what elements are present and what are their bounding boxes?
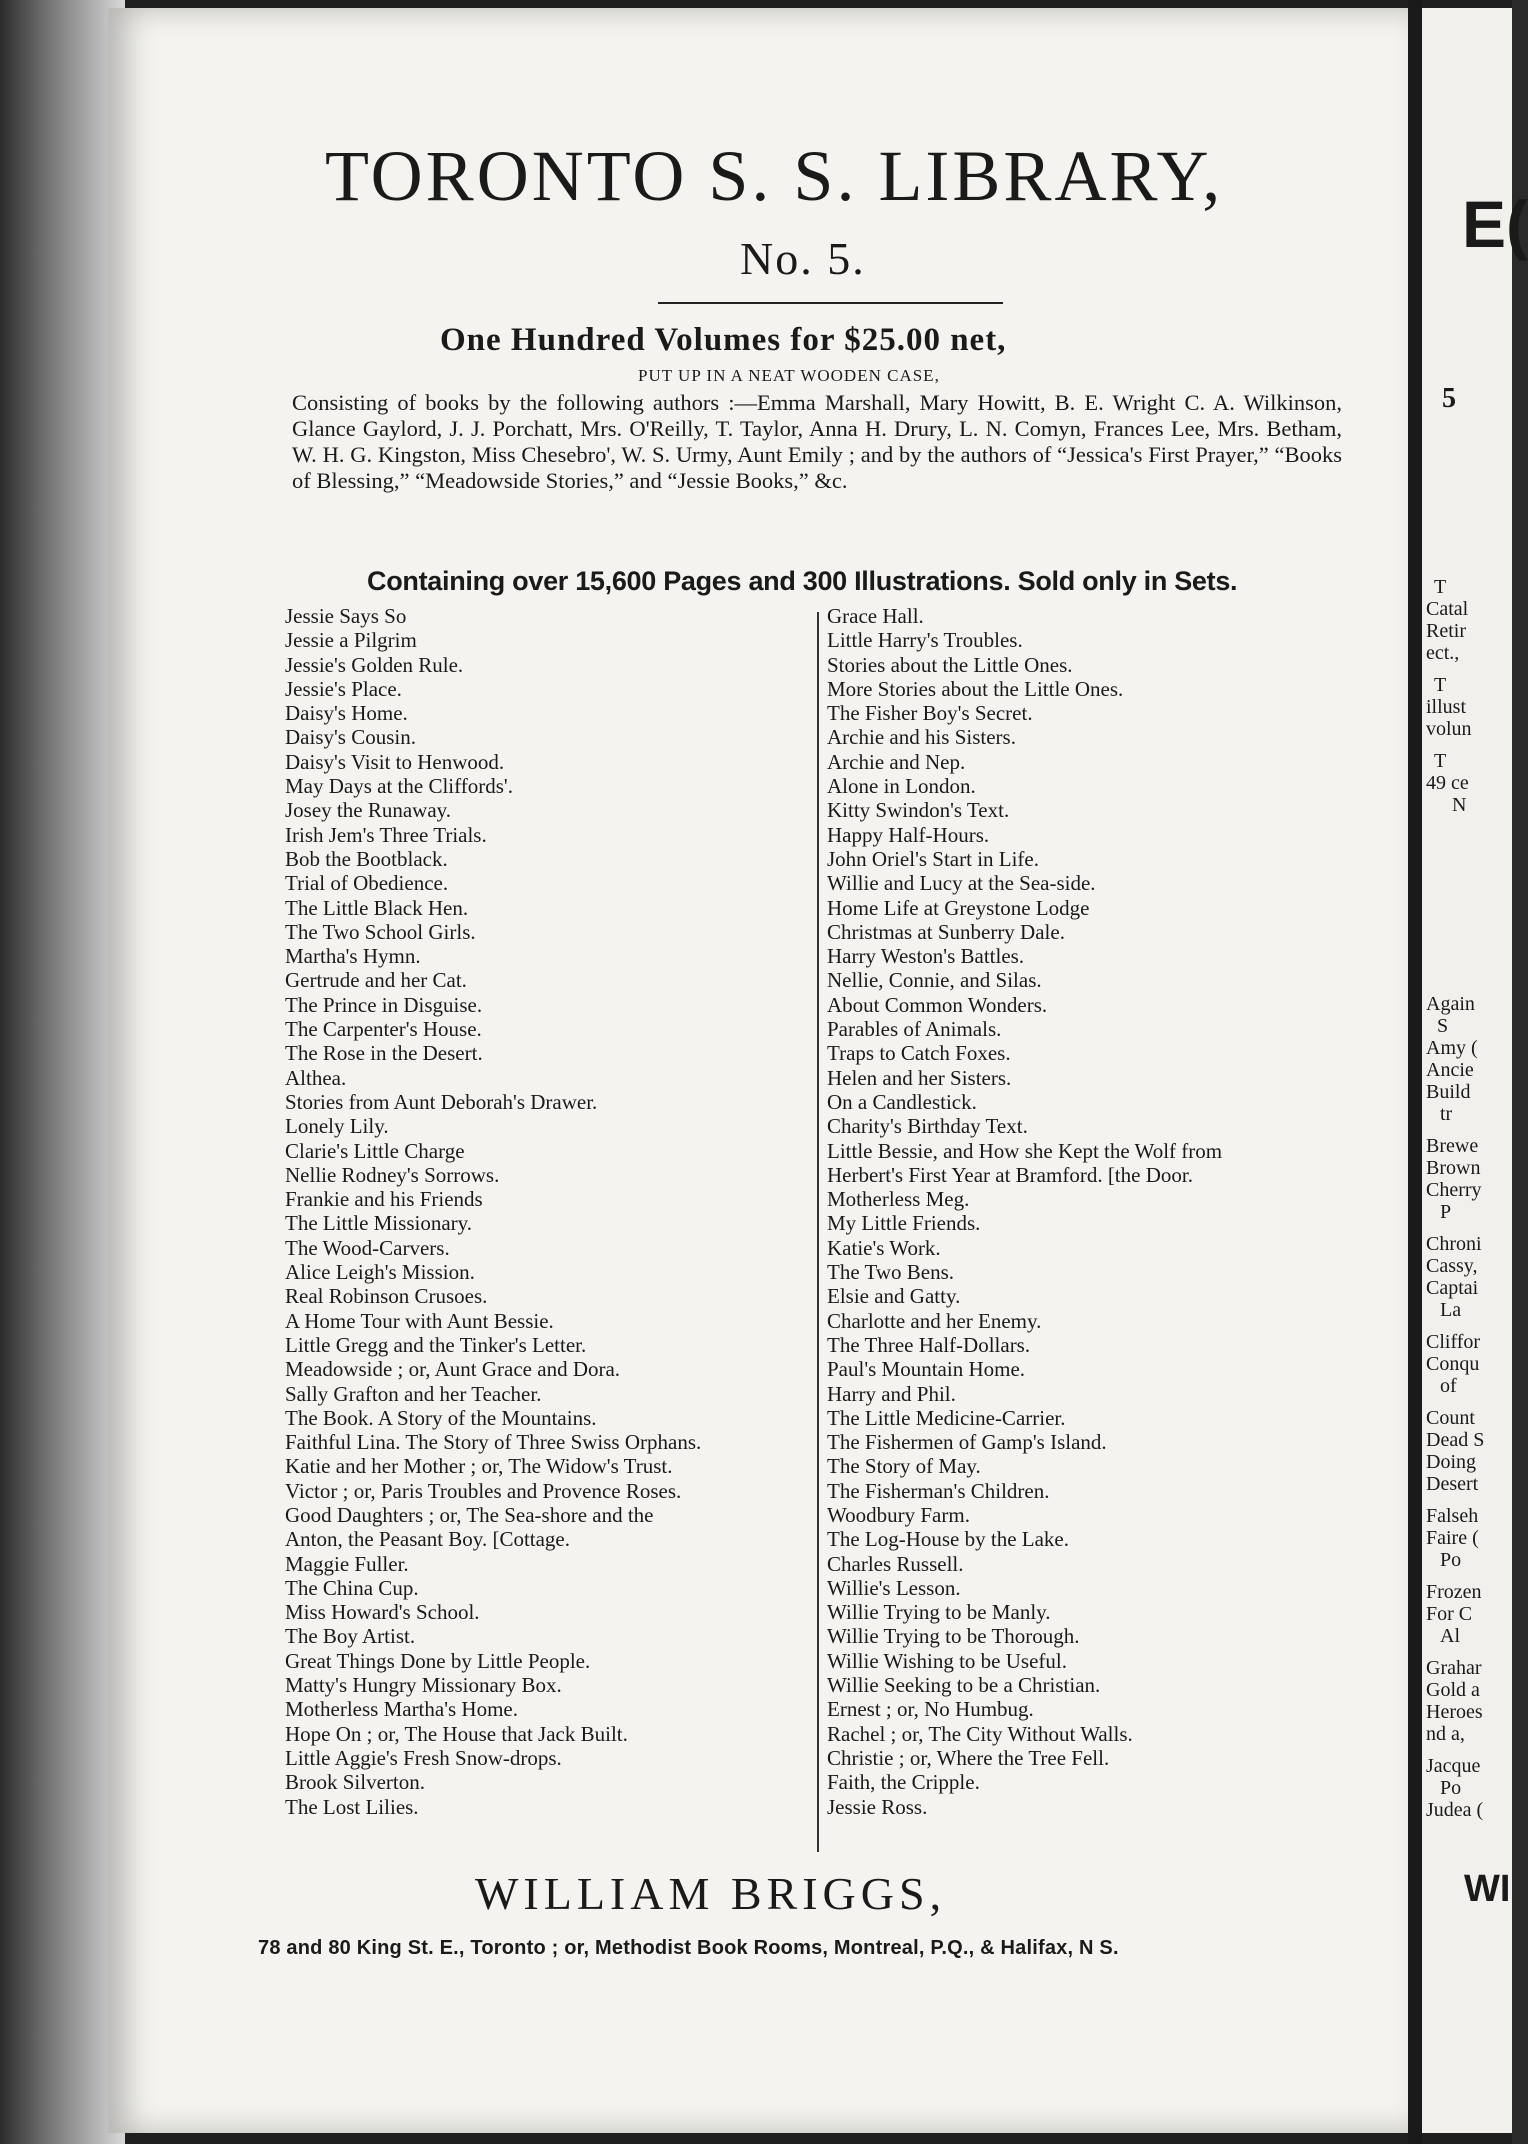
authors-description: Consisting of books by the following authors :—Emma Marshall, Mary Howitt, B. E. Wright C. A. Wilkinson, Glance Gaylord, J. J. Porchatt, Mrs. O'Reilly, T. Taylor, Anna H. Drury, L. N. Comyn, Frances Lee, Mrs. Betham, W. H. G. Kingston, Miss Chesebro', W. S. Urmy, Aunt Emily ; and by the authors of “Jessica's First Prayer,” “Books of Blessing,” “Meadowside Stories,” and “Jessie Books,” &c.: [292, 390, 1342, 493]
right-page-line: T: [1434, 674, 1447, 696]
book-title: Little Harry's Troubles.: [827, 628, 1023, 653]
right-page-line: Conqu: [1426, 1353, 1480, 1375]
book-title: Harry Weston's Battles.: [827, 944, 1025, 969]
book-list-left: [285, 604, 701, 1819]
right-page-line: Jacque: [1426, 1755, 1481, 1777]
right-page-line: tr: [1440, 1103, 1453, 1125]
right-page-line: ect.,: [1426, 642, 1460, 664]
book-title: The Wood-Carvers.: [285, 1235, 450, 1260]
book-title: Willie and Lucy at the Sea-side.: [827, 871, 1096, 896]
book-title: Home Life at Greystone Lodge: [827, 895, 1090, 920]
book-title: The Little Black Hen.: [285, 895, 469, 920]
right-page-line: S: [1437, 1015, 1449, 1037]
right-page-fragment: [1422, 8, 1528, 2133]
book-title: Archie and his Sisters.: [827, 725, 1016, 750]
book-title: Victor ; or, Paris Troubles and Provence Roses.: [285, 1478, 682, 1503]
book-title: Motherless Martha's Home.: [285, 1697, 518, 1722]
book-title: Katie and her Mother ; or, The Widow's Trust.: [285, 1454, 673, 1479]
book-title: Christmas at Sunberry Dale.: [827, 919, 1065, 944]
right-page-line: Doing: [1426, 1451, 1476, 1473]
book-title: The Rose in the Desert.: [285, 1041, 483, 1066]
book-title: The China Cup.: [285, 1575, 419, 1600]
book-title: Rachel ; or, The City Without Walls.: [827, 1721, 1133, 1746]
right-page-line: Brewe: [1426, 1135, 1479, 1157]
book-title: The Lost Lilies.: [285, 1794, 419, 1819]
book-title: Trial of Obedience.: [285, 871, 449, 896]
book-title: John Oriel's Start in Life.: [827, 846, 1039, 871]
right-page-line: Catal: [1426, 598, 1469, 620]
book-title: Ernest ; or, No Humbug.: [827, 1697, 1034, 1722]
right-page-line: T: [1434, 576, 1447, 598]
book-title: Faithful Lina. The Story of Three Swiss Orphans.: [285, 1430, 702, 1455]
right-page-line: Amy (: [1426, 1037, 1478, 1059]
publisher-address: 78 and 80 King St. E., Toronto ; or, Methodist Book Rooms, Montreal, P.Q., & Halifax, N S.: [258, 1937, 1119, 1959]
book-title: Traps to Catch Foxes.: [827, 1041, 1011, 1066]
right-page-line: Captai: [1426, 1277, 1479, 1299]
right-page-line: Cliffor: [1426, 1331, 1481, 1353]
right-page-heading: E(: [1462, 187, 1528, 261]
book-title: Charlotte and her Enemy.: [827, 1308, 1042, 1333]
book-title: Daisy's Home.: [285, 701, 408, 726]
book-title: Jessie Ross.: [827, 1794, 928, 1819]
book-title: The Story of May.: [827, 1454, 981, 1479]
book-title: Nellie, Connie, and Silas.: [827, 968, 1042, 993]
price-line: One Hundred Volumes for $25.00 net,: [440, 322, 1007, 358]
right-page-line: For C: [1426, 1603, 1473, 1625]
right-page-line: Frozen: [1426, 1581, 1482, 1603]
book-title: The Book. A Story of the Mountains.: [285, 1405, 597, 1430]
book-title: Willie Trying to be Thorough.: [827, 1624, 1080, 1649]
book-title: Good Daughters ; or, The Sea-shore and the: [285, 1502, 654, 1527]
book-title: Miss Howard's School.: [285, 1600, 480, 1625]
book-title: The Two School Girls.: [285, 919, 476, 944]
right-page-line: Gold a: [1426, 1679, 1480, 1701]
book-title: Willie Trying to be Manly.: [827, 1600, 1051, 1625]
book-title: Brook Silverton.: [285, 1770, 425, 1795]
right-page-line: N: [1452, 794, 1467, 816]
book-title: Jessie's Place.: [285, 676, 402, 701]
book-title: The Little Medicine-Carrier.: [827, 1405, 1066, 1430]
book-title: Woodbury Farm.: [827, 1502, 970, 1527]
book-title: Harry and Phil.: [827, 1381, 956, 1406]
book-title: Alone in London.: [827, 774, 976, 799]
right-page-line: Judea (: [1426, 1799, 1484, 1821]
right-page-line: illust: [1426, 696, 1467, 718]
book-title: Willie Seeking to be a Christian.: [827, 1673, 1101, 1698]
page-gutter: [1408, 0, 1422, 2144]
book-title: Maggie Fuller.: [285, 1551, 409, 1576]
right-page-line: Chroni: [1426, 1233, 1482, 1255]
book-title: The Fisher Boy's Secret.: [827, 701, 1033, 726]
book-title: Great Things Done by Little People.: [285, 1648, 591, 1673]
right-page-line: Cherry: [1426, 1179, 1482, 1201]
right-page-line: of: [1440, 1375, 1457, 1397]
right-page-line: Dead S: [1426, 1429, 1485, 1451]
right-page-line: Retir: [1426, 620, 1466, 642]
book-title: Bob the Bootblack.: [285, 846, 448, 871]
book-title: Little Aggie's Fresh Snow-drops.: [285, 1745, 562, 1770]
book-title: Sally Grafton and her Teacher.: [285, 1381, 542, 1406]
right-page-line: nd a,: [1426, 1723, 1465, 1745]
right-page-line: Brown: [1426, 1157, 1481, 1179]
book-title: Little Bessie, and How she Kept the Wolf from: [827, 1138, 1223, 1163]
book-title: Stories from Aunt Deborah's Drawer.: [285, 1089, 598, 1114]
right-page-line: volun: [1426, 718, 1472, 740]
book-title: Motherless Meg.: [827, 1187, 970, 1212]
book-title: Parables of Animals.: [827, 1017, 1002, 1042]
right-page-line: Po: [1440, 1777, 1462, 1799]
right-page-line: T: [1434, 750, 1447, 772]
book-title: The Carpenter's House.: [285, 1017, 482, 1042]
book-title: Martha's Hymn.: [285, 944, 421, 969]
book-title: The Log-House by the Lake.: [827, 1527, 1070, 1552]
right-page-line: Falseh: [1426, 1505, 1479, 1527]
page-subtitle: No. 5.: [740, 233, 866, 284]
book-title: Matty's Hungry Missionary Box.: [285, 1673, 562, 1698]
book-title: Kitty Swindon's Text.: [827, 798, 1010, 823]
book-title: Faith, the Cripple.: [827, 1770, 980, 1795]
book-title: Lonely Lily.: [285, 1114, 389, 1139]
publisher-name: WILLIAM BRIGGS,: [475, 1868, 947, 1919]
book-title: Willie Wishing to be Useful.: [827, 1648, 1067, 1673]
book-title: Frankie and his Friends: [285, 1187, 483, 1212]
case-line: PUT UP IN A NEAT WOODEN CASE,: [638, 366, 940, 385]
book-title: Daisy's Visit to Henwood.: [285, 749, 505, 774]
book-title: My Little Friends.: [827, 1211, 981, 1236]
book-title: Hope On ; or, The House that Jack Built.: [285, 1721, 628, 1746]
book-title: Stories about the Little Ones.: [827, 652, 1073, 677]
book-title: Jessie Says So: [285, 604, 407, 628]
right-page-line: 5: [1442, 383, 1456, 414]
book-title: Katie's Work.: [827, 1235, 941, 1260]
book-title: The Two Bens.: [827, 1260, 955, 1285]
right-page-line: 49 ce: [1426, 772, 1469, 794]
book-title: Elsie and Gatty.: [827, 1284, 961, 1309]
book-title: Josey the Runaway.: [285, 798, 452, 823]
book-title: On a Candlestick.: [827, 1089, 977, 1114]
book-title: More Stories about the Little Ones.: [827, 676, 1124, 701]
book-title: Meadowside ; or, Aunt Grace and Dora.: [285, 1357, 621, 1382]
contents-summary: Containing over 15,600 Pages and 300 Illustrations. Sold only in Sets.: [367, 566, 1238, 596]
right-page-line: Again: [1426, 993, 1475, 1015]
right-page-line: Po: [1440, 1549, 1462, 1571]
book-title: Grace Hall.: [827, 604, 924, 628]
book-title: The Boy Artist.: [285, 1624, 416, 1649]
book-title: Willie's Lesson.: [827, 1575, 961, 1600]
right-page-line: P: [1440, 1201, 1452, 1223]
right-page-line: Faire (: [1426, 1527, 1479, 1549]
book-title: Charles Russell.: [827, 1551, 964, 1576]
book-title: Herbert's First Year at Bramford. [the Door.: [827, 1162, 1193, 1187]
book-title: Daisy's Cousin.: [285, 725, 416, 750]
right-page-line: Heroes: [1426, 1701, 1483, 1723]
book-title: Happy Half-Hours.: [827, 822, 990, 847]
book-title: Clarie's Little Charge: [285, 1138, 465, 1163]
book-title: Nellie Rodney's Sorrows.: [285, 1162, 500, 1187]
book-title: Charity's Birthday Text.: [827, 1114, 1028, 1139]
book-spine-edge: [0, 0, 125, 2144]
right-page-line: Cassy,: [1426, 1255, 1478, 1277]
right-page-footer: WI: [1464, 1868, 1511, 1910]
book-title: Alice Leigh's Mission.: [285, 1260, 475, 1285]
book-title: The Fisherman's Children.: [827, 1478, 1050, 1503]
book-title: The Fishermen of Gamp's Island.: [827, 1430, 1107, 1455]
book-title: Christie ; or, Where the Tree Fell.: [827, 1745, 1110, 1770]
right-page-line: Ancie: [1426, 1059, 1474, 1081]
right-page-line: Grahar: [1426, 1657, 1482, 1679]
right-page-line: Al: [1440, 1625, 1460, 1647]
page-title: TORONTO S. S. LIBRARY,: [325, 136, 1224, 216]
book-title: Anton, the Peasant Boy. [Cottage.: [285, 1527, 571, 1552]
book-title: About Common Wonders.: [827, 992, 1048, 1017]
book-title: The Little Missionary.: [285, 1211, 473, 1236]
book-title: Jessie's Golden Rule.: [285, 652, 464, 677]
book-title: Helen and her Sisters.: [827, 1065, 1012, 1090]
book-title: The Prince in Disguise.: [285, 992, 483, 1017]
right-page-line: Count: [1426, 1407, 1475, 1429]
book-title: Althea.: [285, 1065, 347, 1090]
book-title: Little Gregg and the Tinker's Letter.: [285, 1332, 587, 1357]
book-title: The Three Half-Dollars.: [827, 1332, 1031, 1357]
book-list-right: [827, 604, 1222, 1819]
book-title: Archie and Nep.: [827, 749, 966, 774]
right-page-line: Build: [1426, 1081, 1471, 1103]
book-title: Irish Jem's Three Trials.: [285, 822, 487, 847]
right-page-line: La: [1440, 1299, 1462, 1321]
book-title: Paul's Mountain Home.: [827, 1357, 1026, 1382]
book-title: May Days at the Cliffords'.: [285, 774, 513, 799]
column-divider: [817, 612, 819, 1852]
book-title: Real Robinson Crusoes.: [285, 1284, 488, 1309]
right-page-line: Desert: [1426, 1473, 1479, 1495]
title-rule: [658, 302, 1003, 304]
book-title: A Home Tour with Aunt Bessie.: [285, 1308, 554, 1333]
book-title: Gertrude and her Cat.: [285, 968, 467, 993]
book-title: Jessie a Pilgrim: [285, 628, 417, 653]
